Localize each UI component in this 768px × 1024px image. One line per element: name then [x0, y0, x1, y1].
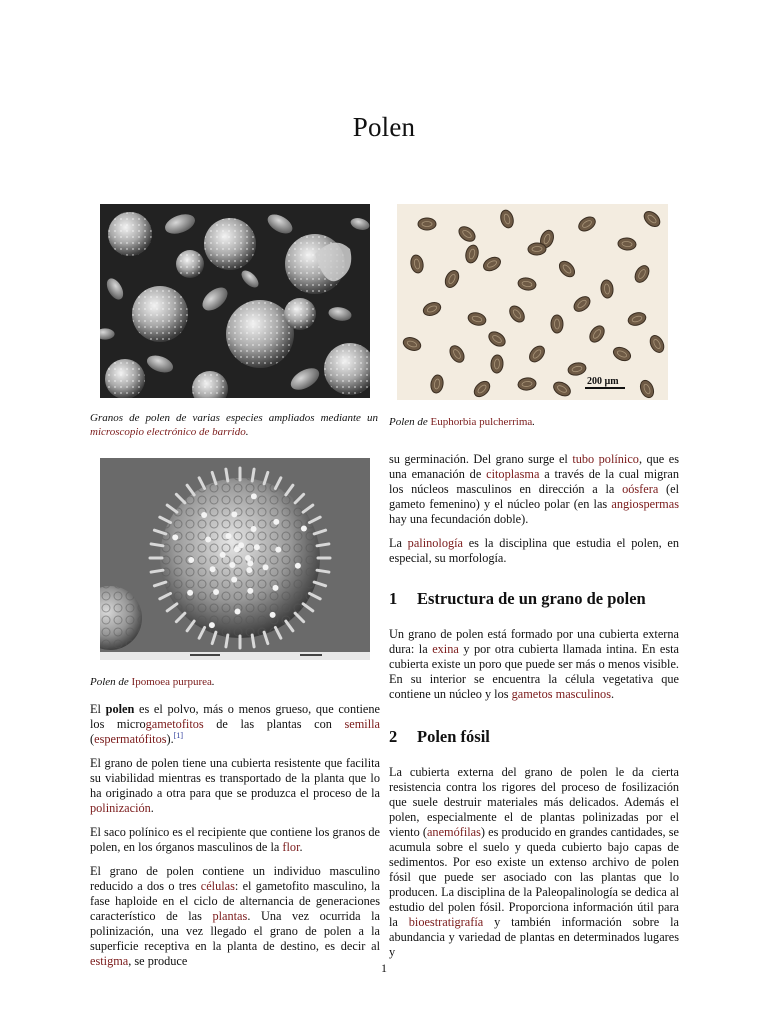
link-tubo-polinico[interactable]: tubo polínico	[572, 452, 639, 466]
link-gametos-masculinos[interactable]: gametos masculinos	[511, 687, 611, 701]
link-celulas[interactable]: células	[200, 879, 235, 893]
right-column-top	[389, 452, 679, 575]
link-gametofitos[interactable]: gametofitos	[145, 717, 204, 731]
link-plantas[interactable]: plantas	[212, 909, 248, 923]
paragraph-palinologia: La palinología es la disciplina que estudia el polen, en especial, su morfología.	[389, 536, 679, 565]
link-estigma[interactable]: estigma	[90, 954, 129, 968]
section-number: 2	[389, 727, 398, 746]
link-polinizacion[interactable]: polinización	[90, 801, 151, 815]
caption-text: Polen de	[389, 416, 428, 428]
figure-euphorbia-pollen	[397, 204, 668, 400]
section-heading-estructura	[389, 589, 646, 609]
link-palinologia[interactable]: palinología	[407, 536, 463, 550]
link-citoplasma[interactable]: citoplasma	[486, 467, 540, 481]
figure-caption-euphorbia	[389, 415, 679, 429]
section-heading-polen-fosil	[389, 727, 490, 747]
caption-link-euphorbia[interactable]: Euphorbia pulcherrima	[430, 416, 533, 428]
caption-link-microscopio[interactable]: microscopio electrónico de barrido	[90, 426, 246, 438]
link-espermatofitos[interactable]: espermatófitos	[94, 732, 167, 746]
paragraph-individuo-masculino: El grano de polen contiene un individuo masculino reducido a dos o tres células: el gametofito masculino, la fase haploide en el ciclo de alternancia de generaciones característico de las plantas. Una vez ocurrida la polinización, una vez llegado el grano de polen a la superficie receptiva en la planta de destino, es decir al estigma, se produce	[90, 864, 380, 968]
page-title: Polen	[352, 112, 416, 142]
page-number: 1	[381, 961, 387, 975]
right-column-fosil	[389, 765, 679, 969]
figure-caption-sem	[90, 411, 378, 439]
right-column-estructura	[389, 627, 679, 711]
link-flor[interactable]: flor	[282, 840, 300, 854]
paragraph-estructura: Un grano de polen está formado por una cubierta externa dura: la exina y por otra cubierta llamada intina. En esta cubierta existe un poro que puede ser más o menos visible. En su interior se encuentra la célula vegetativa que contiene un núcleo y los gametos masculinos.	[389, 627, 679, 701]
paragraph-polen-fosil: La cubierta externa del grano de polen le da cierta resistencia contra los rigores del proceso de fosilización que suele destruir materiales más delicados. Además el polen, especialmente el de plantas polinizadas por el viento (anemófilas) es producido en grandes cantidades, se acumula sobre el suelo y queda cubierto bajo capas de sedimentos. Por eso existe un extenso archivo de polen fósil que puede ser asociado con las plantas que lo producen. La disciplina de la Paleopalinología se dedica al estudio del polen fósil. Proporciona información útil para la bioestratigrafía y también información sobre la abundancia y variedad de plantas en determinados lugares y	[389, 765, 679, 959]
caption-text: Granos de polen de varias especies ampliados mediante un	[90, 412, 378, 424]
link-anemofilas[interactable]: anemófilas	[426, 825, 481, 839]
paragraph-cubierta: El grano de polen tiene una cubierta resistente que facilita su viabilidad mientras es transportado de la planta que lo ha originado a otra para que se produzca el proceso de la polinización.	[90, 756, 380, 815]
section-number: 1	[389, 589, 398, 608]
figure-ipomoea-pollen	[100, 458, 370, 660]
figure-caption-ipomoea	[90, 675, 378, 689]
caption-text: Polen de	[90, 676, 129, 688]
section-title: Estructura de un grano de polen	[417, 589, 646, 608]
reference-1[interactable]: [1]	[173, 730, 184, 740]
left-column	[90, 702, 380, 978]
caption-punct: .	[532, 416, 536, 428]
section-title: Polen fósil	[417, 727, 490, 746]
term-polen: polen	[105, 702, 135, 716]
scale-label: 200 µm	[587, 376, 619, 387]
paragraph-saco-polinico: El saco polínico es el recipiente que contiene los granos de polen, en los órganos masculinos de la flor.	[90, 825, 380, 854]
caption-punct: .	[245, 426, 249, 438]
link-angiospermas[interactable]: angiospermas	[611, 497, 679, 511]
paragraph-germinacion: su germinación. Del grano surge el tubo polínico, que es una emanación de citoplasma a través de la cual migran los núcleos masculinos en dirección a la oósfera (el gameto femenino) y el núcleo polar (en las angiospermas hay una fecundación doble).	[389, 452, 680, 526]
paragraph-definition: El polen es el polvo, más o menos grueso, que contiene los microgametofitos de las plantas con semilla (espermatófitos).[1]	[90, 702, 380, 746]
caption-link-ipomoea[interactable]: Ipomoea purpurea	[131, 676, 212, 688]
link-exina[interactable]: exina	[432, 642, 459, 656]
link-semilla[interactable]: semilla	[344, 717, 380, 731]
link-oosfera[interactable]: oósfera	[622, 482, 659, 496]
link-bioestratigrafia[interactable]: bioestratigrafía	[408, 915, 484, 929]
figure-sem-pollen-mix	[100, 204, 370, 398]
caption-punct: .	[211, 676, 215, 688]
